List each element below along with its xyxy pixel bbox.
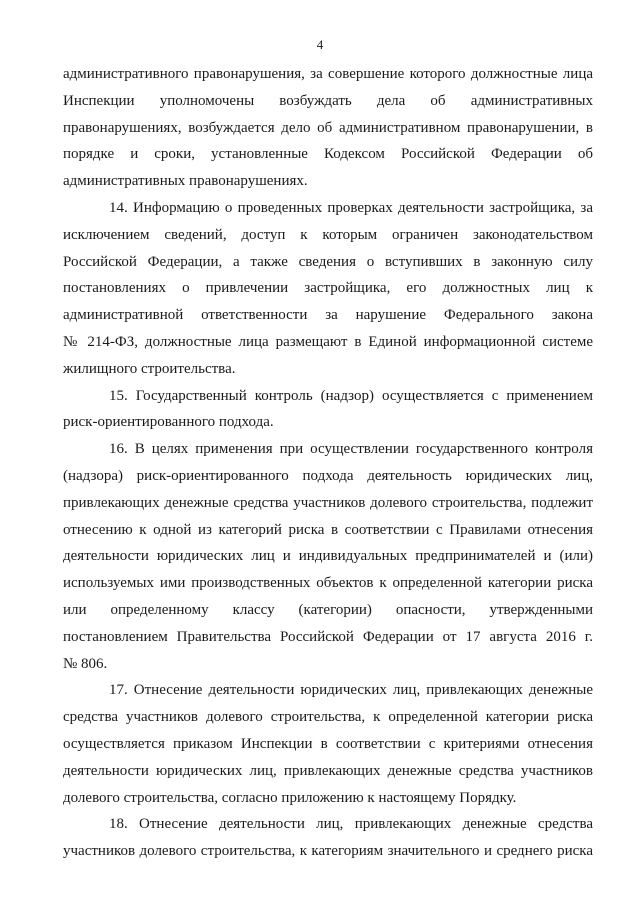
page-number: 4 <box>316 37 324 52</box>
text-line: постановлением Правительства Российской Федерации от 17 августа 2016 г. <box>63 628 593 645</box>
text-line: средства участников долевого строительства, к определенной категории риска <box>63 709 593 726</box>
paragraph-18 <box>63 811 593 865</box>
text-line: порядке и сроки, установленные Кодексом Российской Федерации об <box>63 146 593 163</box>
text-line: административной ответственности за нарушение Федерального закона <box>63 307 593 324</box>
text-line: № 214-ФЗ, должностные лица размещают в Единой информационной системе <box>63 333 593 350</box>
text-line: риск-ориентированного подхода. <box>63 414 274 431</box>
text-line: административного правонарушения, за совершение которого должностные лица <box>63 66 593 82</box>
text-line: привлекающих денежные средства участников долевого строительства, подлежит <box>63 494 593 511</box>
paragraph-16 <box>63 436 593 677</box>
paragraph-14 <box>63 195 593 383</box>
text-line: используемых ими производственных объектов к определенной категории риска <box>63 575 593 592</box>
text-line: постановлениях о привлечении застройщика, его должностных лиц к <box>63 280 593 297</box>
text-line: 14. Информацию о проведенных проверках деятельности застройщика, за <box>109 199 593 216</box>
text-line: деятельности юридических лиц, привлекающих денежные средства участников <box>63 762 593 779</box>
text-line: 15. Государственный контроль (надзор) осуществляется с применением <box>109 387 593 404</box>
paragraph-15 <box>63 383 593 437</box>
paragraph-17 <box>63 677 593 811</box>
text-line: № 806. <box>63 655 108 672</box>
text-line: или определенному классу (категории) опасности, утвержденными <box>63 601 593 618</box>
text-line: осуществляется приказом Инспекции в соответствии с критериями отнесения <box>63 735 593 752</box>
text-line: правонарушениях, возбуждается дело об административном правонарушении, в <box>63 119 593 136</box>
text-line: 18. Отнесение деятельности лиц, привлекающих денежные средства <box>109 816 593 833</box>
text-line: долевого строительства, согласно приложению к настоящему Порядку. <box>63 789 517 806</box>
text-line: жилищного строительства. <box>63 360 236 377</box>
text-line: (надзора) риск-ориентированного подхода деятельность юридических лиц, <box>63 467 593 484</box>
text-line: 17. Отнесение деятельности юридических лиц, привлекающих денежные <box>109 682 593 699</box>
text-line: 16. В целях применения при осуществлении государственного контроля <box>109 441 593 458</box>
text-line: исключением сведений, доступ к которым ограничен законодательством <box>63 226 593 243</box>
text-line: административных правонарушениях. <box>63 173 308 190</box>
text-line: отнесению к одной из категорий риска в соответствии с Правилами отнесения <box>63 521 593 538</box>
text-line: Российской Федерации, а также сведения о вступивших в законную силу <box>63 253 593 270</box>
paragraph-continuation <box>63 61 593 195</box>
text-line: Инспекции уполномочены возбуждать дела об административных <box>63 92 593 109</box>
document-body <box>63 61 593 865</box>
text-line: участников долевого строительства, к категориям значительного и среднего риска <box>63 843 593 860</box>
text-line: деятельности юридических лиц и индивидуальных предпринимателей и (или) <box>63 548 593 565</box>
